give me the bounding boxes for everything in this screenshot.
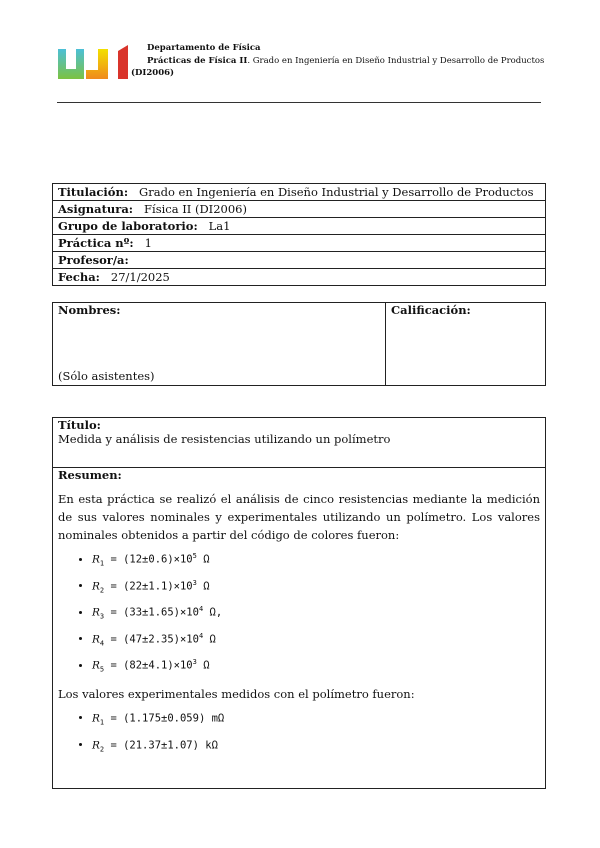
summary-label: Resumen:	[58, 468, 122, 482]
info-value: 1	[144, 236, 152, 250]
unit: Ω	[203, 659, 210, 672]
names-cell[interactable]	[53, 303, 386, 386]
resistance-item: • $R_3 = (33\pm 1.65)\times 10^4$ Ω,	[92, 605, 540, 621]
summary-paragraph-1: En esta práctica se realizó el análisis de cinco resistencias mediante la medición de sus valores nominales y experimentales utilizando un polímetro. Los valores nominales obtenidos a partir del código de colores fueron:	[58, 492, 540, 542]
unit: Ω	[209, 633, 216, 646]
resistor-index: 1	[99, 718, 105, 727]
header-text	[147, 42, 544, 68]
info-label: Titulación:	[58, 185, 129, 199]
unit: mΩ	[211, 712, 225, 725]
info-row	[53, 269, 546, 286]
exponent: 3	[192, 658, 197, 667]
resistance-value: = (22±1.1)×10	[110, 580, 193, 593]
resistance-value: = (1.175±0.059)	[110, 712, 206, 725]
info-row	[53, 235, 546, 252]
info-value: La1	[208, 219, 231, 233]
info-label: Fecha:	[58, 270, 100, 284]
info-row	[53, 218, 546, 235]
uji-logo	[58, 45, 130, 79]
report-title: Medida y análisis de resistencias utilizando un polímetro	[58, 432, 391, 446]
exponent: 5	[192, 552, 197, 560]
course-code: (DI2006)	[131, 68, 175, 78]
exponent: 4	[198, 631, 204, 640]
info-value: Grado en Ingeniería en Diseño Industrial y Desarrollo de Productos	[139, 185, 534, 199]
info-value: 27/1/2025	[110, 270, 170, 284]
info-row	[53, 201, 546, 218]
info-label: Práctica nº:	[58, 236, 134, 250]
header-divider	[57, 102, 541, 103]
attendees-note: (Sólo asistentes)	[58, 369, 155, 383]
resistor-index: 5	[99, 665, 105, 674]
resistance-item: • $R_2 = (22\pm 1.1)\times 10^3$ Ω	[92, 579, 540, 595]
resistance-item: • $R_2 = (21.37\pm 1.07)$ kΩ	[92, 738, 540, 754]
resistance-value: = (12±0.6)×10	[110, 553, 193, 566]
resistance-item: • $R_5 = (82\pm 4.1)\times 10^3$ Ω	[92, 658, 540, 674]
resistance-value: = (21.37±1.07)	[110, 739, 199, 752]
unit: Ω	[203, 553, 210, 566]
title-label: Título:	[58, 418, 101, 432]
names-table	[52, 302, 546, 386]
resistor-index: 2	[99, 586, 105, 595]
resistance-item: • $R_1 = (1.175\pm 0.059)$ mΩ	[92, 711, 540, 727]
resistor-index: 1	[99, 559, 105, 568]
summary-paragraph-2: Los valores experimentales medidos con el polímetro fueron:	[58, 686, 415, 701]
unit: kΩ	[205, 739, 218, 752]
resistance-item: • $R_4 = (47\pm 2.35)\times 10^4$ Ω	[92, 632, 540, 648]
department: Departamento de Física	[147, 43, 261, 53]
exponent: 3	[192, 578, 197, 587]
resistance-value: = (82±4.1)×10	[110, 659, 193, 672]
nominal-values-list	[58, 552, 540, 674]
course-name: Prácticas de Física II	[147, 56, 248, 66]
resistance-value: = (33±1.65)×10	[110, 606, 199, 619]
resistor-index: 2	[99, 745, 105, 754]
names-label: Nombres:	[58, 303, 121, 317]
info-row	[53, 252, 546, 269]
info-label: Asignatura:	[58, 202, 134, 216]
exponent: 4	[198, 605, 204, 614]
info-value: Física II (DI2006)	[144, 202, 247, 216]
resistor-index: 3	[99, 612, 105, 621]
unit: Ω	[203, 580, 210, 593]
resistance-value: = (47±2.35)×10	[110, 633, 199, 646]
grade-label: Calificación:	[391, 303, 471, 317]
report-table	[52, 417, 546, 789]
degree-name: . Grado en Ingeniería en Diseño Industrial y Desarrollo de Productos	[247, 56, 545, 66]
unit: Ω,	[209, 606, 223, 619]
info-row	[53, 184, 546, 201]
info-label: Profesor/a:	[58, 253, 129, 267]
grade-cell[interactable]	[386, 303, 546, 386]
info-label: Grupo de laboratorio:	[58, 219, 198, 233]
title-cell	[53, 418, 546, 468]
summary-cell	[53, 468, 546, 789]
info-table	[52, 183, 546, 286]
resistance-item: • $R_1 = (12\pm 0.6)\times 10^5$ Ω	[92, 552, 540, 568]
experimental-values-list	[58, 711, 540, 753]
resistor-index: 4	[99, 639, 105, 648]
